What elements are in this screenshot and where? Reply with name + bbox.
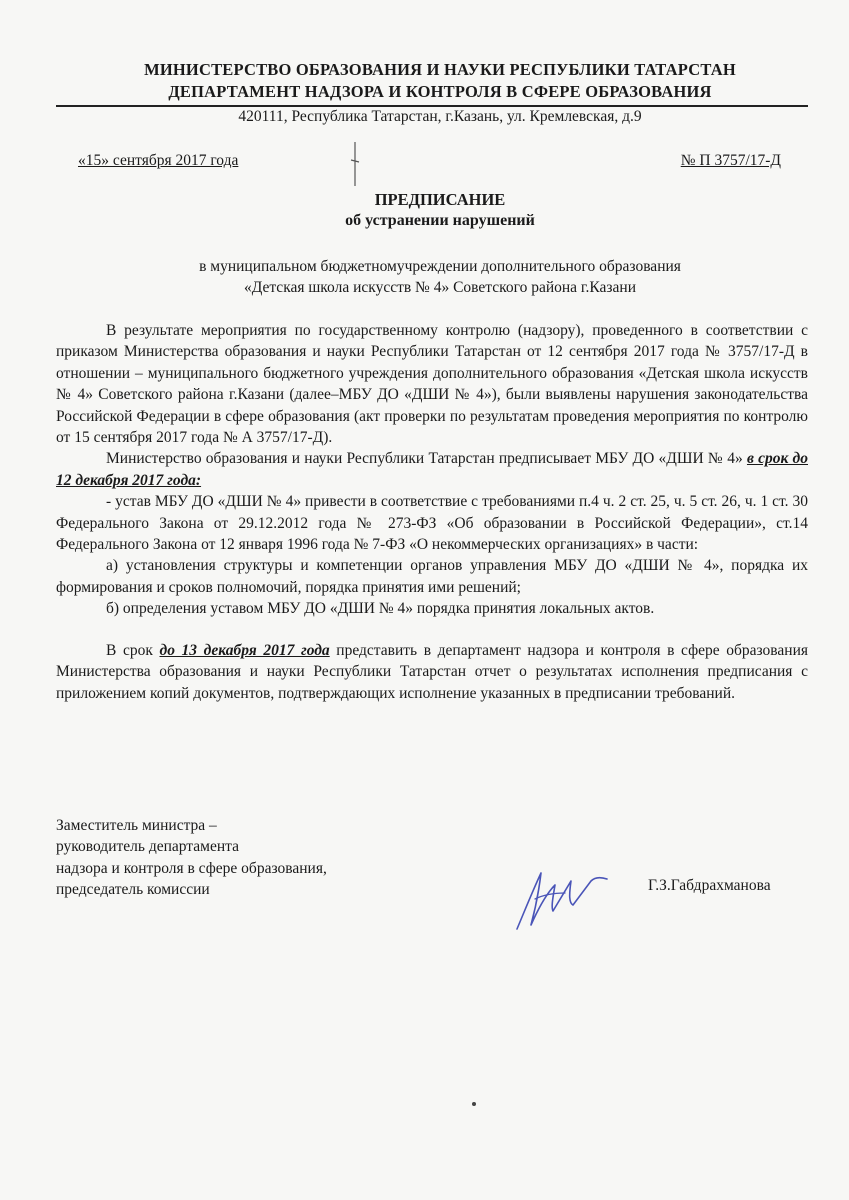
- handwritten-signature: [495, 855, 615, 935]
- document-number: № П 3757/17-Д: [680, 152, 781, 169]
- document-body: [56, 320, 808, 704]
- paragraph-charter: - устав МБУ ДО «ДШИ № 4» привести в соответствие с требованиями п.4 ч. 2 ст. 25, ч. 5 ст. 26, ч. 1 ст. 30 Федерального Закона от 29.12.2012 года № 273-ФЗ «Об образовании в Российской Федерации», ст.14 Федерального Закона от 12 января 1996 года № 7-ФЗ «О некоммерческих организациях» в части:: [56, 493, 808, 554]
- position-line-3: надзора и контроля в сфере образования,: [56, 859, 327, 877]
- report-end: представить в департамент надзора и контроля в сфере образования Министерства образования и науки Республики Татарстан отчет о результатах исполнения предписания с приложением копий документов, подтверждающих исполнение указанных в предписании требований.: [56, 641, 809, 702]
- target-organization: [80, 256, 800, 298]
- paragraph-order: [56, 448, 808, 491]
- paragraph-item-b: б) определения уставом МБУ ДО «ДШИ № 4» порядка принятия локальных актов.: [106, 600, 655, 618]
- order-text: Министерство образования и науки Республики Татарстан предписывает МБУ ДО «ДШИ № 4»: [106, 450, 747, 468]
- position-line-4: председатель комиссии: [56, 881, 210, 899]
- target-line-2: «Детская школа искусств № 4» Советского района г.Казани: [243, 279, 637, 296]
- signatory-position: [56, 815, 327, 901]
- department-heading: ДЕПАРТАМЕНТ НАДЗОРА И КОНТРОЛЯ В СФЕРЕ ОБРАЗОВАНИЯ: [168, 82, 712, 101]
- document-date: «15» сентября 2017 года: [78, 152, 239, 169]
- document-title: ПРЕДПИСАНИЕ: [374, 190, 506, 209]
- signatory-name: Г.З.Габдрахманова: [648, 877, 771, 894]
- header-divider: [56, 105, 808, 107]
- paragraph-report: [56, 640, 808, 704]
- scan-speck: [470, 1100, 478, 1108]
- deadline-2: до 13 декабря 2017 года: [159, 641, 330, 659]
- position-line-2: руководитель департамента: [56, 838, 239, 856]
- deadline-1: в срок до 12 декабря 2017 года:: [56, 450, 808, 489]
- position-line-1: Заместитель министра –: [56, 817, 217, 834]
- target-line-1: в муниципальном бюджетномучреждении дополнительного образования: [199, 258, 681, 275]
- paragraph-findings: В результате мероприятия по государственному контролю (надзору), проведенного в соответствии с приказом Министерства образования и науки Республики Татарстан от 12 сентября 2017 года № 3757/17-Д в отношении – муниципального бюджетного учреждения дополнительного образования «Детская школа искусств № 4» Советского района г.Казани (далее–МБУ ДО «ДШИ № 4»), были выявлены нарушения законодательства Российской Федерации в сфере образования (акт проверки по результатам проведения мероприятия по контролю от 15 сентября 2017 года № А 3757/17-Д).: [56, 322, 808, 447]
- paragraph-item-a: а) установления структуры и компетенции органов управления МБУ ДО «ДШИ № 4», порядка их формирования и сроков полномочий, порядка принятия ими решений;: [56, 557, 808, 596]
- scan-artifact: [345, 140, 365, 190]
- document-subtitle: об устранении нарушений: [345, 212, 535, 229]
- ministry-heading: МИНИСТЕРСТВО ОБРАЗОВАНИЯ И НАУКИ РЕСПУБЛИКИ ТАТАРСТАН: [144, 60, 736, 79]
- report-start: В срок: [106, 641, 160, 659]
- address-line: 420111, Республика Татарстан, г.Казань, ул. Кремлевская, д.9: [238, 108, 642, 125]
